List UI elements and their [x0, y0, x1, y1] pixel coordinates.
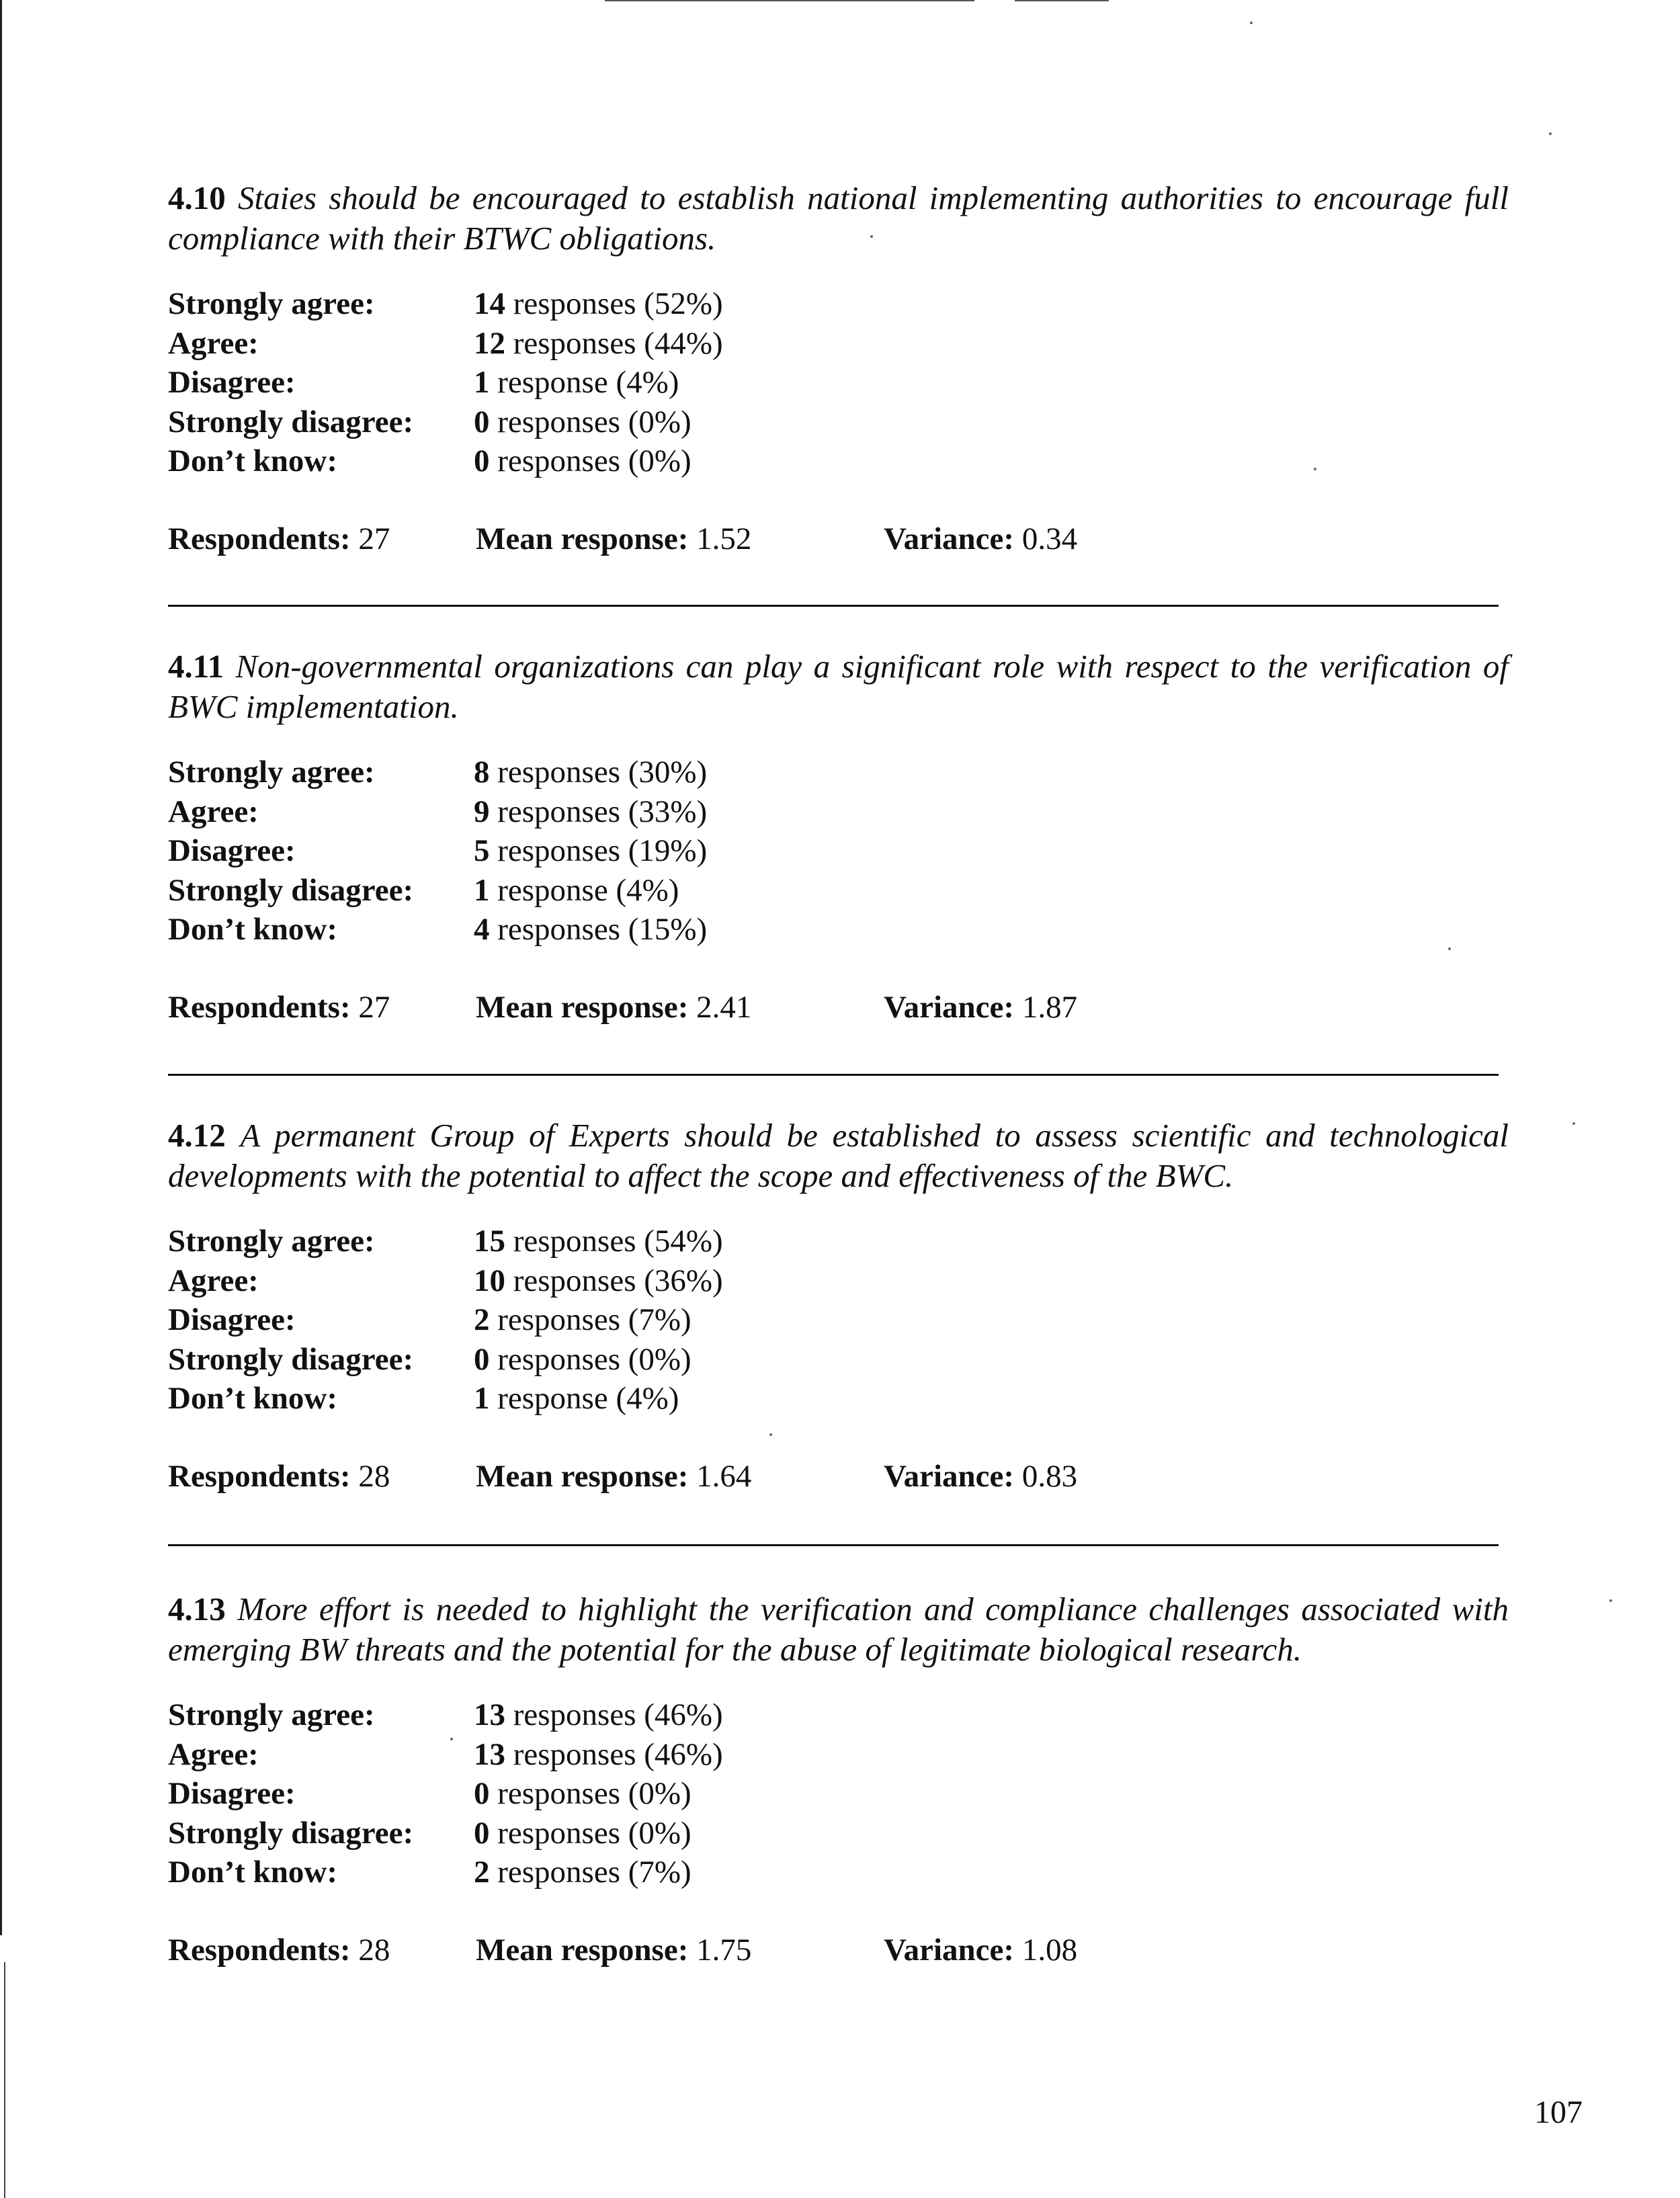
question-text	[168, 1115, 1509, 1196]
scan-speck	[1609, 1599, 1612, 1602]
respondents-stat	[168, 1931, 476, 1970]
response-value	[474, 1379, 679, 1419]
response-row	[168, 403, 1509, 442]
mean-value: 1.75	[696, 1932, 752, 1968]
response-row	[168, 1222, 1509, 1261]
response-row	[168, 1695, 1509, 1735]
response-row	[168, 284, 1509, 324]
scan-edge-artifact	[4, 1962, 5, 2198]
response-value	[474, 831, 707, 871]
response-detail: responses (44%)	[505, 325, 723, 361]
response-count: 1	[474, 365, 490, 400]
survey-question	[168, 646, 1509, 1027]
response-value	[474, 1853, 691, 1892]
variance-label: Variance:	[884, 521, 1015, 556]
response-row	[168, 1340, 1509, 1380]
response-value	[474, 1774, 691, 1814]
response-row	[168, 1814, 1509, 1853]
survey-question	[168, 1589, 1509, 1970]
response-count: 13	[474, 1697, 505, 1732]
response-count: 2	[474, 1302, 490, 1337]
response-detail: responses (0%)	[489, 1341, 691, 1377]
response-detail: responses (33%)	[489, 794, 708, 829]
question-statement: Staies should be encouraged to establish national implementing authorities to encourage full compliance with their BTWC obligations.	[168, 179, 1509, 257]
response-count: 8	[474, 755, 490, 790]
variance-label: Variance:	[884, 1932, 1015, 1968]
response-count: 10	[474, 1263, 505, 1298]
response-count: 0	[474, 1776, 490, 1811]
response-detail: responses (36%)	[505, 1263, 723, 1298]
response-value	[474, 1735, 723, 1775]
question-statement: Non-governmental organizations can play a significant role with respect to the verification of BWC implementation.	[168, 648, 1509, 725]
response-count: 0	[474, 1341, 490, 1377]
response-label: Agree:	[168, 794, 259, 829]
response-label: Agree:	[168, 1263, 259, 1298]
respondents-label: Respondents:	[168, 1458, 351, 1494]
survey-question	[168, 178, 1509, 558]
mean-label: Mean response:	[476, 989, 689, 1025]
variance-stat	[884, 988, 1077, 1027]
response-count: 4	[474, 912, 490, 947]
response-detail: response (4%)	[489, 1381, 679, 1416]
question-number: 4.13	[168, 1591, 226, 1628]
respondents-label: Respondents:	[168, 1932, 351, 1968]
question-number: 4.11	[168, 648, 224, 685]
question-statement: More effort is needed to highlight the verification and compliance challenges associated with emerging BW threats and the potential for the abuse of legitimate biological research.	[168, 1591, 1509, 1668]
respondents-value: 27	[358, 521, 390, 556]
mean-stat	[476, 988, 884, 1027]
response-label: Strongly agree:	[168, 1224, 375, 1259]
respondents-stat	[168, 519, 476, 558]
scan-speck	[1572, 1122, 1575, 1125]
response-value	[474, 1814, 691, 1853]
respondents-value: 27	[358, 989, 390, 1025]
response-row	[168, 910, 1509, 949]
response-count: 12	[474, 325, 505, 361]
respondents-label: Respondents:	[168, 521, 351, 556]
response-label: Strongly disagree:	[168, 1341, 414, 1377]
response-label: Strongly disagree:	[168, 872, 414, 908]
response-detail: responses (0%)	[489, 443, 691, 478]
response-row	[168, 1774, 1509, 1814]
response-count: 1	[474, 872, 490, 908]
response-value	[474, 753, 707, 792]
mean-value: 1.52	[696, 521, 752, 556]
mean-value: 2.41	[696, 989, 752, 1025]
response-value	[474, 324, 723, 364]
response-row	[168, 1853, 1509, 1892]
response-detail: responses (0%)	[489, 1776, 691, 1811]
response-label: Don’t know:	[168, 443, 338, 478]
response-count: 15	[474, 1224, 505, 1259]
response-detail: responses (0%)	[489, 404, 691, 439]
variance-value: 1.87	[1021, 989, 1078, 1025]
response-value	[474, 1261, 723, 1301]
variance-stat	[884, 1931, 1077, 1970]
variance-value: 0.34	[1021, 521, 1078, 556]
response-value	[474, 363, 679, 403]
respondents-value: 28	[358, 1458, 390, 1494]
response-count: 9	[474, 794, 490, 829]
response-detail: responses (30%)	[489, 755, 708, 790]
response-detail: responses (15%)	[489, 912, 708, 947]
response-label: Agree:	[168, 1736, 259, 1772]
response-value	[474, 1300, 691, 1340]
response-value	[474, 792, 707, 832]
section-divider	[168, 605, 1499, 607]
response-row	[168, 871, 1509, 911]
mean-value: 1.64	[696, 1458, 752, 1494]
response-row	[168, 831, 1509, 871]
response-label: Disagree:	[168, 1302, 296, 1337]
response-row	[168, 441, 1509, 481]
question-statement: A permanent Group of Experts should be established to assess scientific and technological developments with the potential to affect the scope and effectiveness of the BWC.	[168, 1117, 1509, 1194]
scan-speck	[1250, 22, 1253, 24]
response-row	[168, 1379, 1509, 1419]
response-value	[474, 910, 707, 949]
respondents-value: 28	[358, 1932, 390, 1968]
respondents-stat	[168, 988, 476, 1027]
response-detail: responses (19%)	[489, 833, 708, 868]
mean-label: Mean response:	[476, 521, 689, 556]
question-number: 4.10	[168, 179, 226, 216]
scan-edge-artifact	[0, 0, 2, 1935]
response-label: Strongly agree:	[168, 286, 375, 321]
response-label: Strongly agree:	[168, 755, 375, 790]
summary-stats	[168, 1931, 1509, 1970]
respondents-stat	[168, 1457, 476, 1496]
response-label: Strongly disagree:	[168, 404, 414, 439]
response-count: 5	[474, 833, 490, 868]
variance-stat	[884, 519, 1077, 558]
response-label: Disagree:	[168, 1776, 296, 1811]
variance-value: 1.08	[1021, 1932, 1078, 1968]
response-row	[168, 1735, 1509, 1775]
response-row	[168, 363, 1509, 403]
response-row	[168, 792, 1509, 832]
variance-stat	[884, 1457, 1077, 1496]
variance-label: Variance:	[884, 1458, 1015, 1494]
response-value	[474, 441, 691, 481]
response-detail: responses (0%)	[489, 1815, 691, 1851]
response-value	[474, 403, 691, 442]
mean-label: Mean response:	[476, 1458, 689, 1494]
response-row	[168, 1261, 1509, 1301]
response-list	[168, 284, 1509, 481]
response-count: 0	[474, 443, 490, 478]
response-detail: responses (46%)	[505, 1736, 723, 1772]
page-number: 107	[1534, 2095, 1583, 2130]
response-label: Strongly agree:	[168, 1697, 375, 1732]
respondents-label: Respondents:	[168, 989, 351, 1025]
response-label: Don’t know:	[168, 1855, 338, 1890]
summary-stats	[168, 988, 1509, 1027]
response-detail: response (4%)	[489, 872, 679, 908]
summary-stats	[168, 519, 1509, 558]
response-label: Disagree:	[168, 365, 296, 400]
scan-top-line-artifact	[1015, 0, 1109, 1]
scan-top-line-artifact	[605, 0, 974, 1]
question-text	[168, 646, 1509, 727]
response-detail: responses (46%)	[505, 1697, 723, 1732]
mean-stat	[476, 1931, 884, 1970]
variance-value: 0.83	[1021, 1458, 1078, 1494]
section-divider	[168, 1074, 1499, 1076]
response-count: 2	[474, 1855, 490, 1890]
mean-stat	[476, 519, 884, 558]
response-label: Don’t know:	[168, 1381, 338, 1416]
response-detail: responses (52%)	[505, 286, 723, 321]
response-list	[168, 1222, 1509, 1419]
response-row	[168, 1300, 1509, 1340]
response-detail: responses (54%)	[505, 1224, 723, 1259]
response-count: 0	[474, 404, 490, 439]
response-count: 0	[474, 1815, 490, 1851]
response-list	[168, 1695, 1509, 1892]
response-label: Don’t know:	[168, 912, 338, 947]
response-count: 13	[474, 1736, 505, 1772]
response-value	[474, 1340, 691, 1380]
response-detail: responses (7%)	[489, 1855, 691, 1890]
response-count: 14	[474, 286, 505, 321]
response-label: Strongly disagree:	[168, 1815, 414, 1851]
scan-speck	[1549, 132, 1552, 135]
response-detail: response (4%)	[489, 365, 679, 400]
response-count: 1	[474, 1381, 490, 1416]
response-value	[474, 871, 679, 911]
response-row	[168, 324, 1509, 364]
mean-stat	[476, 1457, 884, 1496]
summary-stats	[168, 1457, 1509, 1496]
response-label: Disagree:	[168, 833, 296, 868]
mean-label: Mean response:	[476, 1932, 689, 1968]
response-value	[474, 1695, 723, 1735]
response-row	[168, 753, 1509, 792]
response-detail: responses (7%)	[489, 1302, 691, 1337]
survey-question	[168, 1115, 1509, 1496]
question-number: 4.12	[168, 1117, 226, 1154]
question-text	[168, 1589, 1509, 1670]
response-value	[474, 284, 723, 324]
response-list	[168, 753, 1509, 949]
response-value	[474, 1222, 723, 1261]
question-text	[168, 178, 1509, 259]
variance-label: Variance:	[884, 989, 1015, 1025]
response-label: Agree:	[168, 325, 259, 361]
section-divider	[168, 1544, 1499, 1546]
